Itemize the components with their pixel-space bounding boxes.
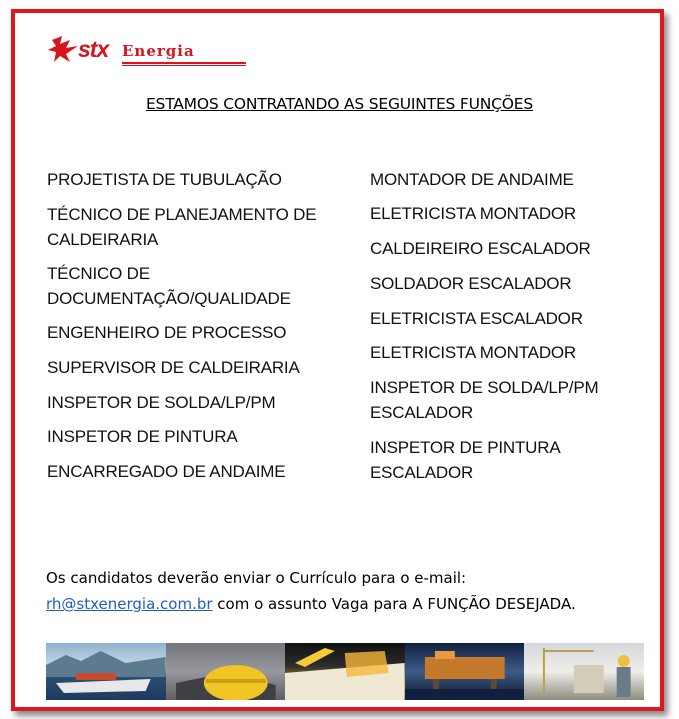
industry-photo-banner (46, 643, 644, 700)
job-item: DOCUMENTAÇÃO/QUALIDADE (47, 289, 291, 308)
job-item: ENGENHEIRO DE PROCESSO (47, 323, 287, 342)
stx-logo-icon (48, 34, 80, 64)
job-item: SUPERVISOR DE CALDEIRARIA (47, 358, 300, 377)
application-instructions: Os candidatos deverão enviar o Currículo para o e-mail: (46, 569, 467, 587)
job-item: ENCARREGADO DE ANDAIME (47, 462, 286, 481)
logo-suffix-text: Energia (122, 42, 195, 60)
job-item: INSPETOR DE SOLDA/LP/PM (47, 393, 276, 412)
construction-worker-photo (524, 643, 644, 700)
subject-instruction: com o assunto Vaga para A FUNÇÃO DESEJADA. (212, 595, 576, 613)
logo-underline-thin (122, 65, 246, 66)
job-item: SOLDADOR ESCALADOR (370, 274, 572, 293)
job-item: CALDEIREIRO ESCALADOR (370, 239, 591, 258)
hiring-heading: ESTAMOS CONTRATANDO AS SEGUINTES FUNÇÕES (145, 95, 534, 113)
job-item: ESCALADOR (370, 463, 474, 482)
job-item: CALDEIRARIA (47, 230, 159, 249)
stx-energia-logo (48, 32, 208, 68)
job-item: ESCALADOR (370, 403, 474, 422)
engineering-plans-photo (285, 643, 405, 700)
job-item: ELETRICISTA MONTADOR (370, 204, 577, 223)
job-item: TÉCNICO DE (47, 264, 150, 283)
job-item: INSPETOR DE PINTURA (370, 438, 561, 457)
job-item: ELETRICISTA MONTADOR (370, 343, 577, 362)
job-item: PROJETISTA DE TUBULAÇÃO (47, 170, 282, 189)
welder-photo (166, 643, 286, 700)
job-item: MONTADOR DE ANDAIME (370, 170, 574, 189)
job-item: TÉCNICO DE PLANEJAMENTO DE (47, 205, 317, 224)
email-link[interactable]: rh@stxenergia.com.br (46, 595, 213, 613)
job-item: INSPETOR DE SOLDA/LP/PM (370, 378, 599, 397)
application-contact-line (46, 595, 576, 613)
logo-underline (122, 62, 246, 64)
ship-photo (46, 643, 166, 700)
job-item: INSPETOR DE PINTURA (47, 427, 238, 446)
logo-brand-text: stx (78, 36, 109, 62)
job-item: ELETRICISTA ESCALADOR (370, 309, 583, 328)
offshore-platform-photo (405, 643, 525, 700)
